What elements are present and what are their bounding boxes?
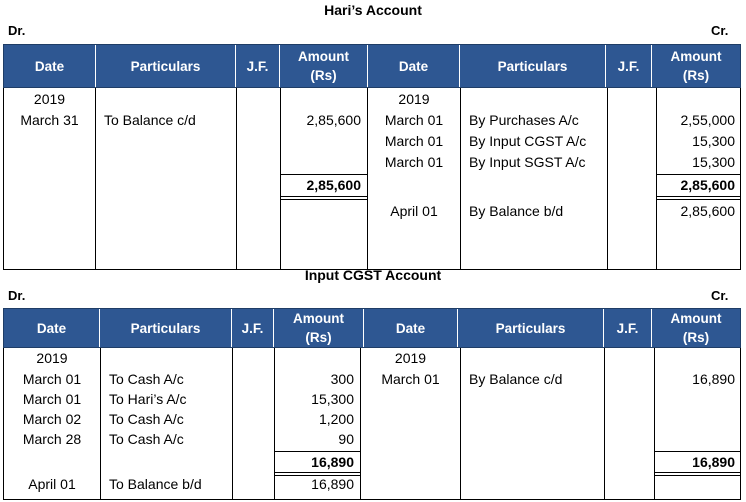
table-body	[3, 348, 741, 500]
table-header	[3, 308, 741, 348]
debit-label: Dr.	[8, 288, 26, 303]
credit-date: March 01	[384, 133, 444, 149]
debit-amount: 15,300	[311, 391, 354, 407]
header-amount	[280, 45, 368, 87]
debit-date: April 01	[28, 476, 76, 492]
header-particulars: Particulars	[460, 45, 606, 87]
header-jf: J.F.	[232, 309, 274, 347]
credit-date: March 01	[381, 371, 440, 387]
debit-label: Dr.	[8, 23, 26, 38]
debit-date: 2019	[33, 91, 66, 107]
total-rule	[275, 472, 360, 473]
header-amount-line1: Amount	[293, 311, 344, 326]
header-amount-line2: (Rs)	[310, 68, 337, 83]
credit-total: 16,890	[692, 454, 735, 470]
header-particulars: Particulars	[96, 45, 236, 87]
debit-date: March 02	[22, 411, 82, 427]
column-divider	[232, 348, 233, 499]
ledger-title: Hari’s Account	[324, 2, 422, 18]
debit-date: 2019	[36, 350, 68, 366]
credit-total: 2,85,600	[680, 177, 735, 193]
header-date: Date	[4, 309, 100, 347]
total-rule	[657, 196, 741, 197]
credit-date: April 01	[390, 203, 438, 219]
credit-label: Cr.	[711, 23, 729, 38]
header-amount	[652, 45, 740, 87]
debit-date: March 01	[22, 391, 82, 407]
header-amount	[274, 309, 364, 347]
total-rule	[281, 196, 367, 197]
ledger-title: Input CGST Account	[304, 267, 442, 283]
debit-date: March 28	[22, 431, 82, 447]
column-divider	[607, 88, 608, 269]
debit-amount: 2,85,600	[306, 112, 361, 128]
header-amount-line1: Amount	[298, 49, 349, 64]
credit-label: Cr.	[711, 288, 729, 303]
column-divider	[604, 348, 605, 499]
table-header	[3, 44, 741, 88]
total-rule	[655, 475, 741, 476]
credit-particulars: By Purchases A/c	[469, 112, 579, 128]
debit-particulars: To Cash A/c	[109, 371, 184, 387]
credit-date: March 01	[384, 154, 444, 170]
header-amount	[652, 309, 740, 347]
header-amount-line2: (Rs)	[682, 330, 710, 345]
debit-particulars: To Cash A/c	[109, 431, 184, 447]
debit-particulars: To Balance c/d	[104, 112, 196, 128]
credit-particulars: By Balance b/d	[469, 203, 564, 219]
header-date: Date	[368, 45, 460, 87]
header-amount-line2: (Rs)	[305, 330, 332, 345]
header-date: Date	[4, 45, 96, 87]
debit-total: 2,85,600	[306, 177, 361, 193]
debit-particulars: To Cash A/c	[109, 411, 184, 427]
header-amount-line1: Amount	[670, 311, 722, 326]
credit-amount: 16,890	[692, 371, 735, 387]
column-divider	[236, 88, 237, 269]
header-date: Date	[364, 309, 458, 347]
total-rule	[657, 199, 741, 200]
header-jf: J.F.	[604, 309, 652, 347]
debit-date: March 31	[20, 112, 79, 128]
credit-date: 2019	[398, 91, 430, 107]
header-jf: J.F.	[606, 45, 652, 87]
credit-date: March 01	[384, 112, 444, 128]
header-particulars: Particulars	[100, 309, 232, 347]
total-rule	[281, 199, 367, 200]
debit-amount: 90	[338, 431, 354, 447]
credit-particulars: By Input CGST A/c	[469, 133, 587, 149]
debit-particulars: To Balance b/d	[109, 476, 202, 492]
debit-particulars: To Hari’s A/c	[109, 391, 187, 407]
total-rule	[655, 472, 741, 473]
header-jf: J.F.	[236, 45, 280, 87]
header-amount-line2: (Rs)	[682, 68, 710, 83]
credit-amount: 2,55,000	[680, 112, 735, 128]
debit-date: March 01	[22, 371, 82, 387]
credit-amount: 2,85,600	[680, 203, 735, 219]
header-amount-line1: Amount	[670, 49, 722, 64]
debit-amount: 16,890	[311, 476, 354, 492]
debit-total: 16,890	[311, 454, 354, 470]
table-body	[3, 88, 741, 270]
credit-date: 2019	[394, 350, 427, 366]
debit-amount: 1,200	[318, 411, 354, 427]
credit-particulars: By Balance c/d	[469, 371, 563, 387]
credit-amount: 15,300	[692, 154, 735, 170]
header-particulars: Particulars	[458, 309, 604, 347]
debit-amount: 300	[330, 371, 354, 387]
credit-amount: 15,300	[692, 133, 735, 149]
credit-particulars: By Input SGST A/c	[469, 154, 586, 170]
